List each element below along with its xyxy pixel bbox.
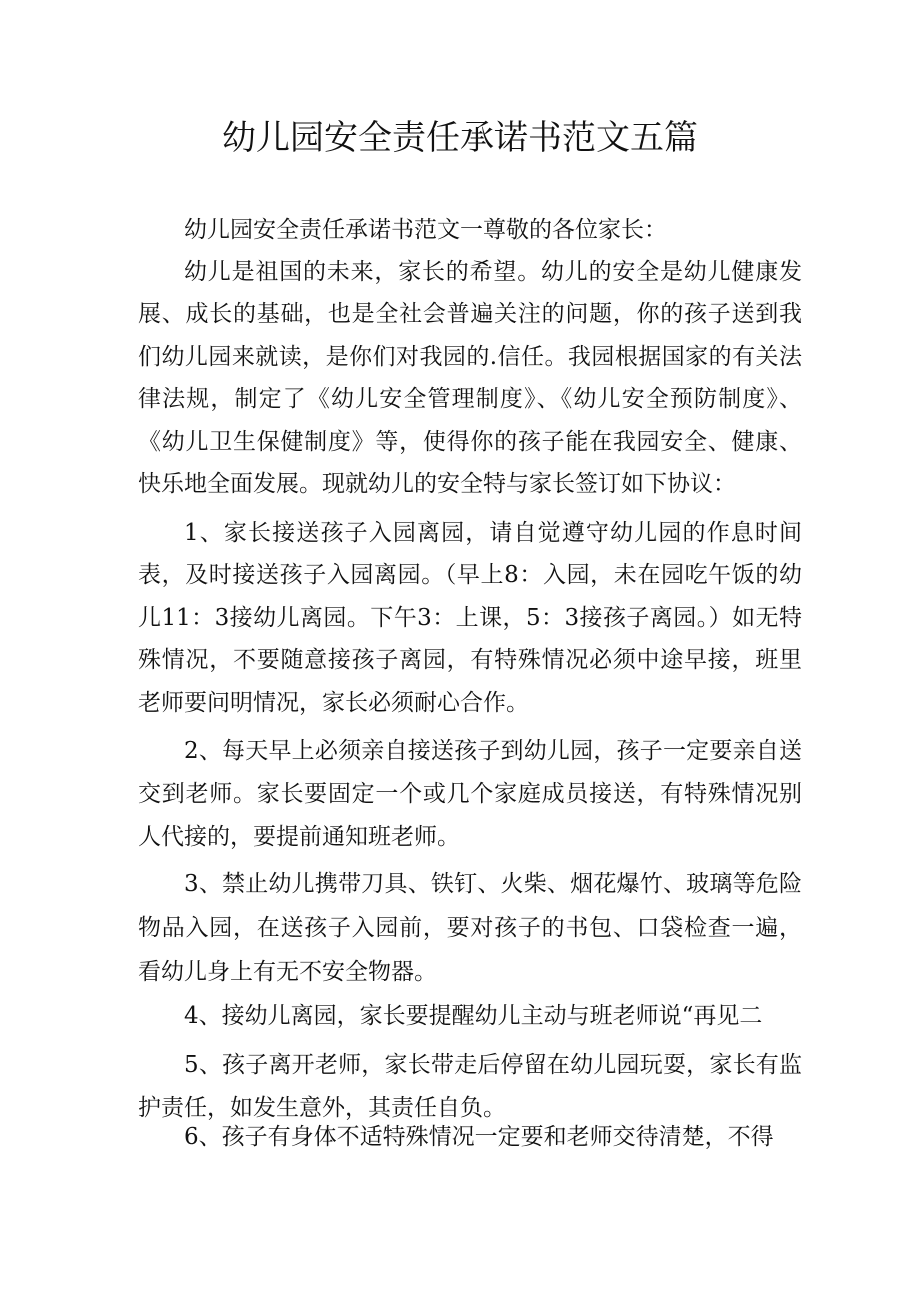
paragraph-item-1: 1、家长接送孩子入园离园，请自觉遵守幼儿园的作息时间表，及时接送孩子入园离园。（早上8：入园，未在园吃午饭的幼儿11：3接幼儿离园。下午3：上课，5：3接孩子离园。）如无特殊情况，不要随意接孩子离园，有特殊情况必须中途早接，班里老师要问明情况，家长必须耐心合作。 (138, 520, 802, 716)
document-title: 幼儿园安全责任承诺书范文五篇 (222, 118, 698, 158)
paragraph-item-3: 3、禁止幼儿携带刀具、铁钉、火柴、烟花爆竹、玻璃等危险物品入园，在送孩子入园前，要对孩子的书包、口袋检查一遍，看幼儿身上有无不安全物器。 (138, 871, 802, 985)
paragraph-item-2: 2、每天早上必须亲自接送孩子到幼儿园，孩子一定要亲自送交到老师。家长要固定一个或几个家庭成员接送，有特殊情况别人代接的，要提前通知班老师。 (138, 738, 802, 850)
paragraph-item-6: 6、孩子有身体不适特殊情况一定要和老师交待清楚，不得 (184, 1124, 774, 1150)
paragraph-intro: 幼儿是祖国的未来，家长的希望。幼儿的安全是幼儿健康发展、成长的基础，也是全社会普遍关注的问题，你的孩子送到我们幼儿园来就读，是你们对我园的.信任。我园根据国家的有关法律法规，制定了《幼儿安全管理制度》、《幼儿安全预防制度》、《幼儿卫生保健制度》等，使得你的孩子能在我园安全、健康、快乐地全面发展。现就幼儿的安全特与家长签订如下协议： (138, 259, 802, 498)
paragraph-item-4: 4、接幼儿离园，家长要提醒幼儿主动与班老师说“再见二 (184, 1003, 763, 1029)
paragraph-item-5: 5、孩子离开老师，家长带走后停留在幼儿园玩耍，家长有监护责任，如发生意外，其责任自负。 (138, 1052, 802, 1121)
paragraph-salutation: 幼儿园安全责任承诺书范文一尊敬的各位家长： (184, 217, 667, 243)
